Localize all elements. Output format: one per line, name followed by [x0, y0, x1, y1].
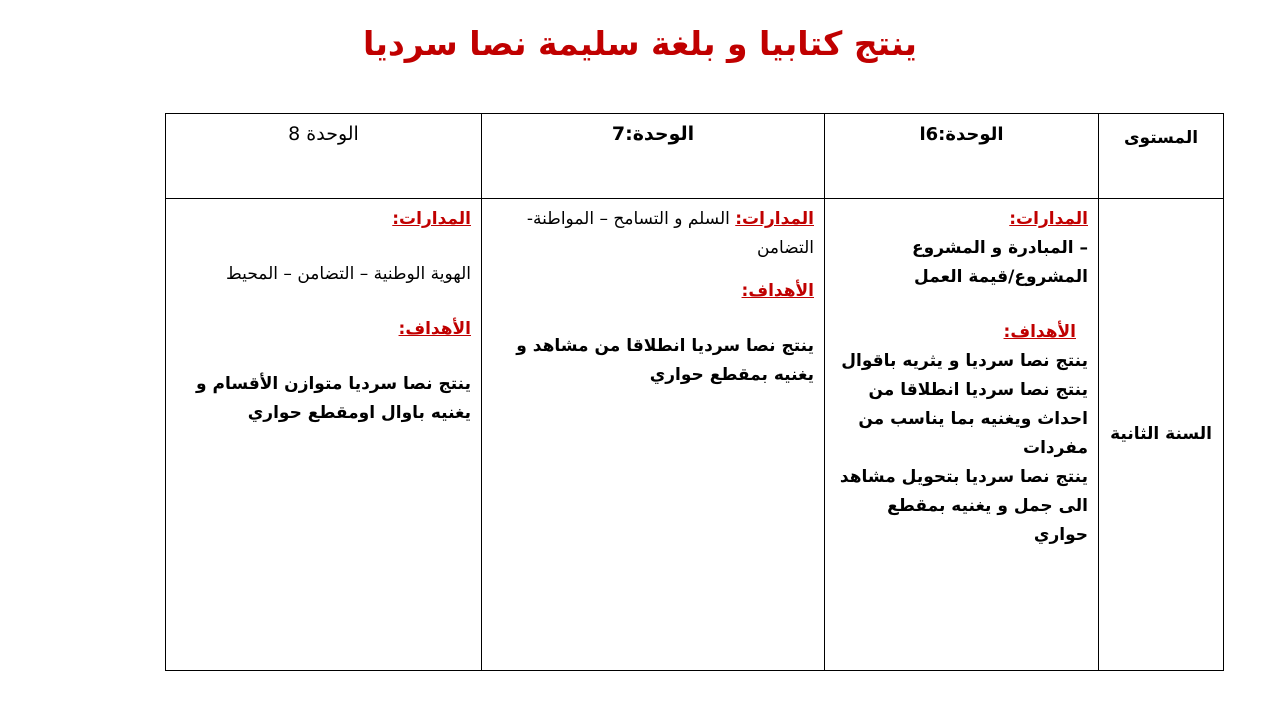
level-cell: السنة الثانية: [1099, 199, 1224, 671]
unit7-ahdaf-label: الأهداف:: [741, 281, 814, 301]
unit8-goal-1: ينتج نصا سرديا متوازن الأقسام و يغنيه باوال اومقطع حواري: [196, 374, 471, 423]
unit6-goal-1: ينتج نصا سرديا و يثريه باقوال: [841, 351, 1088, 371]
unit8-madarat-text: الهوية الوطنية – التضامن – المحيط: [226, 264, 471, 284]
level-header: المستوى: [1099, 114, 1224, 199]
unit7-madarat: [492, 205, 814, 263]
unit8-madarat-label: المدارات:: [392, 209, 471, 229]
page-title: ينتج كتابيا و بلغة سليمة نصا سرديا: [363, 24, 917, 63]
unit6-header: الوحدة:6ا: [825, 114, 1099, 199]
unit7-cell: [482, 199, 825, 671]
unit7-goal-1: ينتج نصا سرديا انطلاقا من مشاهد و يغنيه بمقطع حواري: [516, 336, 814, 385]
unit7-madarat-text: السلم و التسامح – المواطنة-التضامن: [526, 209, 814, 258]
unit6-madarat-text: – المبادرة و المشروع المشروع/قيمة العمل: [912, 238, 1088, 287]
unit8-cell: [166, 199, 482, 671]
unit6-goal-3: ينتج نصا سرديا بتحويل مشاهد الى جمل و يغنيه بمقطع حواري: [839, 467, 1088, 545]
unit6-ahdaf-label: الأهداف:: [1003, 322, 1076, 342]
unit6-goal-2: ينتج نصا سرديا انطلاقا من احداث ويغنيه بما يناسب من مفردات: [858, 380, 1088, 458]
unit7-header: الوحدة:7: [482, 114, 825, 199]
unit6-madarat-label: المدارات:: [1009, 209, 1088, 229]
unit8-ahdaf-label: الأهداف:: [398, 319, 471, 339]
unit8-header: الوحدة 8: [166, 114, 482, 199]
unit6-cell: [825, 199, 1099, 671]
curriculum-table: [165, 113, 1224, 671]
header-row: [166, 114, 1224, 199]
content-row: [166, 199, 1224, 671]
unit7-madarat-label: المدارات:: [735, 209, 814, 229]
